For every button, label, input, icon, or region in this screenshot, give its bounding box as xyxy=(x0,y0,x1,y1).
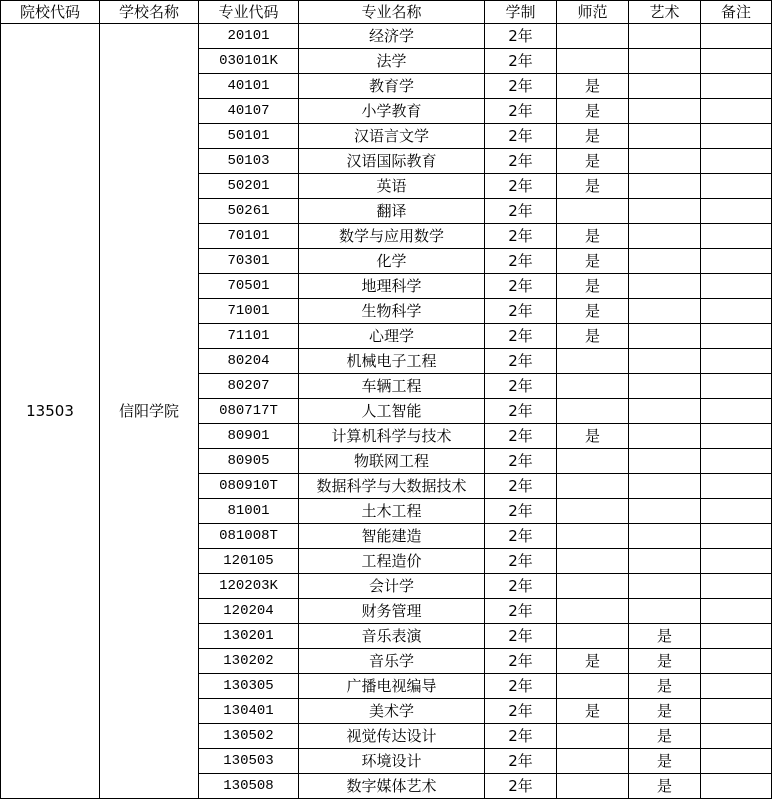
remarks-cell xyxy=(701,724,772,749)
major-code-cell: 40107 xyxy=(199,99,299,124)
major-name-cell: 智能建造 xyxy=(299,524,485,549)
major-name-cell: 地理科学 xyxy=(299,274,485,299)
duration-cell: 2年 xyxy=(485,749,557,774)
remarks-cell xyxy=(701,499,772,524)
teacher-training-cell: 是 xyxy=(557,99,629,124)
remarks-cell xyxy=(701,224,772,249)
remarks-cell xyxy=(701,749,772,774)
major-name-cell: 音乐表演 xyxy=(299,624,485,649)
major-code-cell: 40101 xyxy=(199,74,299,99)
art-cell: 是 xyxy=(629,699,701,724)
art-cell xyxy=(629,74,701,99)
teacher-training-cell: 是 xyxy=(557,74,629,99)
art-cell xyxy=(629,249,701,274)
art-cell xyxy=(629,599,701,624)
teacher-training-cell: 是 xyxy=(557,274,629,299)
major-name-cell: 环境设计 xyxy=(299,749,485,774)
remarks-cell xyxy=(701,24,772,49)
major-name-cell: 生物科学 xyxy=(299,299,485,324)
teacher-training-cell xyxy=(557,674,629,699)
teacher-training-cell: 是 xyxy=(557,249,629,274)
remarks-cell xyxy=(701,574,772,599)
header-teacher-training: 师范 xyxy=(557,1,629,24)
duration-cell: 2年 xyxy=(485,99,557,124)
major-name-cell: 会计学 xyxy=(299,574,485,599)
major-name-cell: 教育学 xyxy=(299,74,485,99)
remarks-cell xyxy=(701,349,772,374)
art-cell: 是 xyxy=(629,649,701,674)
remarks-cell xyxy=(701,124,772,149)
art-cell xyxy=(629,324,701,349)
art-cell xyxy=(629,424,701,449)
art-cell xyxy=(629,449,701,474)
remarks-cell xyxy=(701,49,772,74)
art-cell xyxy=(629,224,701,249)
duration-cell: 2年 xyxy=(485,449,557,474)
teacher-training-cell xyxy=(557,449,629,474)
remarks-cell xyxy=(701,374,772,399)
art-cell xyxy=(629,474,701,499)
remarks-cell xyxy=(701,399,772,424)
major-code-cell: 081008T xyxy=(199,524,299,549)
major-code-cell: 80901 xyxy=(199,424,299,449)
duration-cell: 2年 xyxy=(485,599,557,624)
art-cell: 是 xyxy=(629,774,701,799)
teacher-training-cell xyxy=(557,349,629,374)
major-code-cell: 70101 xyxy=(199,224,299,249)
duration-cell: 2年 xyxy=(485,24,557,49)
duration-cell: 2年 xyxy=(485,349,557,374)
art-cell xyxy=(629,24,701,49)
remarks-cell xyxy=(701,474,772,499)
duration-cell: 2年 xyxy=(485,274,557,299)
major-code-cell: 080717T xyxy=(199,399,299,424)
duration-cell: 2年 xyxy=(485,649,557,674)
table-row xyxy=(1,24,772,49)
teacher-training-cell xyxy=(557,624,629,649)
teacher-training-cell xyxy=(557,474,629,499)
major-code-cell: 80905 xyxy=(199,449,299,474)
teacher-training-cell: 是 xyxy=(557,424,629,449)
art-cell xyxy=(629,124,701,149)
major-code-cell: 130202 xyxy=(199,649,299,674)
remarks-cell xyxy=(701,549,772,574)
art-cell xyxy=(629,99,701,124)
major-name-cell: 翻译 xyxy=(299,199,485,224)
art-cell xyxy=(629,199,701,224)
header-school-name: 学校名称 xyxy=(100,1,199,24)
header-major-name: 专业名称 xyxy=(299,1,485,24)
teacher-training-cell xyxy=(557,24,629,49)
major-code-cell: 130401 xyxy=(199,699,299,724)
duration-cell: 2年 xyxy=(485,624,557,649)
header-duration: 学制 xyxy=(485,1,557,24)
art-cell: 是 xyxy=(629,749,701,774)
teacher-training-cell xyxy=(557,199,629,224)
header-remarks: 备注 xyxy=(701,1,772,24)
header-row xyxy=(1,1,772,24)
teacher-training-cell: 是 xyxy=(557,149,629,174)
teacher-training-cell: 是 xyxy=(557,699,629,724)
teacher-training-cell xyxy=(557,399,629,424)
duration-cell: 2年 xyxy=(485,249,557,274)
major-code-cell: 130508 xyxy=(199,774,299,799)
major-code-cell: 120204 xyxy=(199,599,299,624)
duration-cell: 2年 xyxy=(485,474,557,499)
major-name-cell: 汉语言文学 xyxy=(299,124,485,149)
school-name-cell: 信阳学院 xyxy=(100,24,199,799)
major-name-cell: 汉语国际教育 xyxy=(299,149,485,174)
teacher-training-cell xyxy=(557,549,629,574)
remarks-cell xyxy=(701,199,772,224)
major-name-cell: 物联网工程 xyxy=(299,449,485,474)
duration-cell: 2年 xyxy=(485,374,557,399)
art-cell xyxy=(629,549,701,574)
major-name-cell: 英语 xyxy=(299,174,485,199)
duration-cell: 2年 xyxy=(485,549,557,574)
remarks-cell xyxy=(701,324,772,349)
major-code-cell: 080910T xyxy=(199,474,299,499)
major-name-cell: 心理学 xyxy=(299,324,485,349)
remarks-cell xyxy=(701,524,772,549)
major-name-cell: 美术学 xyxy=(299,699,485,724)
duration-cell: 2年 xyxy=(485,724,557,749)
teacher-training-cell: 是 xyxy=(557,224,629,249)
major-name-cell: 土木工程 xyxy=(299,499,485,524)
major-code-cell: 120105 xyxy=(199,549,299,574)
duration-cell: 2年 xyxy=(485,499,557,524)
major-code-cell: 50201 xyxy=(199,174,299,199)
duration-cell: 2年 xyxy=(485,399,557,424)
major-code-cell: 130201 xyxy=(199,624,299,649)
header-major-code: 专业代码 xyxy=(199,1,299,24)
duration-cell: 2年 xyxy=(485,774,557,799)
remarks-cell xyxy=(701,149,772,174)
art-cell: 是 xyxy=(629,724,701,749)
duration-cell: 2年 xyxy=(485,674,557,699)
art-cell xyxy=(629,399,701,424)
duration-cell: 2年 xyxy=(485,524,557,549)
art-cell: 是 xyxy=(629,624,701,649)
major-name-cell: 音乐学 xyxy=(299,649,485,674)
major-code-cell: 20101 xyxy=(199,24,299,49)
teacher-training-cell: 是 xyxy=(557,324,629,349)
major-code-cell: 70501 xyxy=(199,274,299,299)
major-code-cell: 70301 xyxy=(199,249,299,274)
remarks-cell xyxy=(701,424,772,449)
duration-cell: 2年 xyxy=(485,199,557,224)
header-art: 艺术 xyxy=(629,1,701,24)
art-cell xyxy=(629,174,701,199)
major-code-cell: 80204 xyxy=(199,349,299,374)
remarks-cell xyxy=(701,649,772,674)
major-name-cell: 工程造价 xyxy=(299,549,485,574)
major-name-cell: 车辆工程 xyxy=(299,374,485,399)
teacher-training-cell xyxy=(557,49,629,74)
art-cell xyxy=(629,49,701,74)
art-cell xyxy=(629,274,701,299)
major-name-cell: 视觉传达设计 xyxy=(299,724,485,749)
teacher-training-cell: 是 xyxy=(557,124,629,149)
major-name-cell: 财务管理 xyxy=(299,599,485,624)
major-name-cell: 小学教育 xyxy=(299,99,485,124)
teacher-training-cell xyxy=(557,749,629,774)
remarks-cell xyxy=(701,449,772,474)
remarks-cell xyxy=(701,174,772,199)
art-cell xyxy=(629,374,701,399)
remarks-cell xyxy=(701,299,772,324)
duration-cell: 2年 xyxy=(485,424,557,449)
duration-cell: 2年 xyxy=(485,699,557,724)
major-name-cell: 数字媒体艺术 xyxy=(299,774,485,799)
major-code-cell: 80207 xyxy=(199,374,299,399)
major-code-cell: 81001 xyxy=(199,499,299,524)
major-code-cell: 71101 xyxy=(199,324,299,349)
major-name-cell: 机械电子工程 xyxy=(299,349,485,374)
duration-cell: 2年 xyxy=(485,149,557,174)
teacher-training-cell xyxy=(557,724,629,749)
major-name-cell: 计算机科学与技术 xyxy=(299,424,485,449)
major-code-cell: 030101K xyxy=(199,49,299,74)
teacher-training-cell xyxy=(557,574,629,599)
remarks-cell xyxy=(701,74,772,99)
art-cell: 是 xyxy=(629,674,701,699)
major-name-cell: 数学与应用数学 xyxy=(299,224,485,249)
remarks-cell xyxy=(701,599,772,624)
remarks-cell xyxy=(701,699,772,724)
art-cell xyxy=(629,524,701,549)
major-code-cell: 130305 xyxy=(199,674,299,699)
major-name-cell: 经济学 xyxy=(299,24,485,49)
major-code-cell: 130503 xyxy=(199,749,299,774)
major-name-cell: 人工智能 xyxy=(299,399,485,424)
teacher-training-cell xyxy=(557,374,629,399)
art-cell xyxy=(629,499,701,524)
major-name-cell: 广播电视编导 xyxy=(299,674,485,699)
teacher-training-cell xyxy=(557,599,629,624)
duration-cell: 2年 xyxy=(485,299,557,324)
major-name-cell: 化学 xyxy=(299,249,485,274)
major-code-cell: 50101 xyxy=(199,124,299,149)
duration-cell: 2年 xyxy=(485,74,557,99)
duration-cell: 2年 xyxy=(485,574,557,599)
duration-cell: 2年 xyxy=(485,224,557,249)
teacher-training-cell xyxy=(557,524,629,549)
remarks-cell xyxy=(701,249,772,274)
header-school-code: 院校代码 xyxy=(1,1,100,24)
table-body xyxy=(1,24,772,799)
school-code-cell: 13503 xyxy=(1,24,100,799)
major-name-cell: 法学 xyxy=(299,49,485,74)
teacher-training-cell: 是 xyxy=(557,299,629,324)
remarks-cell xyxy=(701,674,772,699)
major-code-cell: 130502 xyxy=(199,724,299,749)
major-code-cell: 120203K xyxy=(199,574,299,599)
remarks-cell xyxy=(701,624,772,649)
duration-cell: 2年 xyxy=(485,124,557,149)
remarks-cell xyxy=(701,274,772,299)
art-cell xyxy=(629,574,701,599)
teacher-training-cell: 是 xyxy=(557,174,629,199)
duration-cell: 2年 xyxy=(485,49,557,74)
art-cell xyxy=(629,299,701,324)
teacher-training-cell: 是 xyxy=(557,649,629,674)
art-cell xyxy=(629,349,701,374)
major-name-cell: 数据科学与大数据技术 xyxy=(299,474,485,499)
major-code-cell: 50261 xyxy=(199,199,299,224)
art-cell xyxy=(629,149,701,174)
major-code-cell: 71001 xyxy=(199,299,299,324)
teacher-training-cell xyxy=(557,499,629,524)
major-code-cell: 50103 xyxy=(199,149,299,174)
duration-cell: 2年 xyxy=(485,174,557,199)
remarks-cell xyxy=(701,99,772,124)
duration-cell: 2年 xyxy=(485,324,557,349)
